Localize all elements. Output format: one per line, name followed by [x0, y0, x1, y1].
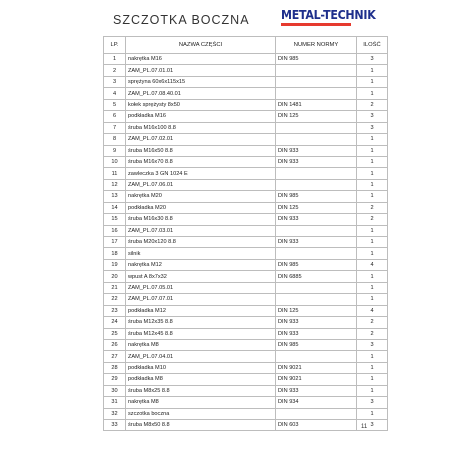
- row-number-cell: 22: [104, 294, 126, 305]
- part-name-cell: śruba M8x50 8.8: [126, 420, 276, 431]
- table-row: [104, 282, 388, 293]
- row-number-cell: 5: [104, 99, 126, 110]
- document-title: SZCZOTKA BOCZNA: [113, 13, 250, 27]
- header-standard-number: NUMER NORMY: [276, 37, 357, 54]
- row-number-cell: 1: [104, 54, 126, 65]
- table-row: [104, 111, 388, 122]
- quantity-cell: 1: [357, 65, 388, 76]
- quantity-cell: 1: [357, 282, 388, 293]
- row-number-cell: 32: [104, 408, 126, 419]
- quantity-cell: 1: [357, 362, 388, 373]
- part-name-cell: sprężyna 60x6x115x15: [126, 76, 276, 87]
- row-number-cell: 17: [104, 237, 126, 248]
- part-name-cell: śruba M12x45 8.8: [126, 328, 276, 339]
- row-number-cell: 7: [104, 122, 126, 133]
- standard-number-cell: DIN 9021: [276, 362, 357, 373]
- row-number-cell: 6: [104, 111, 126, 122]
- standard-number-cell: DIN 933: [276, 145, 357, 156]
- part-name-cell: nakrętka M12: [126, 259, 276, 270]
- part-name-cell: śruba M8x25 8.8: [126, 385, 276, 396]
- quantity-cell: 2: [357, 317, 388, 328]
- part-name-cell: podkładka M8: [126, 374, 276, 385]
- quantity-cell: 1: [357, 168, 388, 179]
- part-name-cell: ZAM_PL.07.03.01: [126, 225, 276, 236]
- table-row: [104, 179, 388, 190]
- part-name-cell: podkładka M10: [126, 362, 276, 373]
- part-name-cell: nakrętka M16: [126, 54, 276, 65]
- row-number-cell: 10: [104, 156, 126, 167]
- standard-number-cell: DIN 1481: [276, 99, 357, 110]
- row-number-cell: 14: [104, 202, 126, 213]
- part-name-cell: ZAM_PL.07.02.01: [126, 134, 276, 145]
- row-number-cell: 16: [104, 225, 126, 236]
- standard-number-cell: [276, 282, 357, 293]
- row-number-cell: 8: [104, 134, 126, 145]
- quantity-cell: 1: [357, 156, 388, 167]
- header-lp: LP.: [104, 37, 126, 54]
- table-row: [104, 408, 388, 419]
- logo-text: METAL-TECHNIK: [281, 8, 376, 22]
- header-part-name: NAZWA CZĘŚCI: [126, 37, 276, 54]
- quantity-cell: 1: [357, 179, 388, 190]
- row-number-cell: 30: [104, 385, 126, 396]
- part-name-cell: śruba M16x100 8.8: [126, 122, 276, 133]
- row-number-cell: 29: [104, 374, 126, 385]
- standard-number-cell: [276, 225, 357, 236]
- quantity-cell: 1: [357, 294, 388, 305]
- part-name-cell: śruba M16x50 8.8: [126, 145, 276, 156]
- table-row: [104, 168, 388, 179]
- standard-number-cell: [276, 88, 357, 99]
- part-name-cell: śruba M16x30 8.8: [126, 214, 276, 225]
- part-name-cell: podkładka M20: [126, 202, 276, 213]
- row-number-cell: 26: [104, 339, 126, 350]
- header-quantity: ILOŚĆ: [357, 37, 388, 54]
- standard-number-cell: [276, 408, 357, 419]
- table-row: [104, 385, 388, 396]
- quantity-cell: 1: [357, 385, 388, 396]
- standard-number-cell: DIN 125: [276, 305, 357, 316]
- page-number: 11: [361, 424, 368, 430]
- quantity-cell: 3: [357, 397, 388, 408]
- table-row: [104, 191, 388, 202]
- standard-number-cell: DIN 125: [276, 202, 357, 213]
- quantity-cell: 1: [357, 88, 388, 99]
- table-row: [104, 397, 388, 408]
- row-number-cell: 3: [104, 76, 126, 87]
- table-row: [104, 122, 388, 133]
- quantity-cell: 2: [357, 202, 388, 213]
- table-row: [104, 156, 388, 167]
- quantity-cell: 1: [357, 271, 388, 282]
- table-header-row: [104, 37, 388, 54]
- part-name-cell: śruba M16x70 8.8: [126, 156, 276, 167]
- standard-number-cell: DIN 9021: [276, 374, 357, 385]
- standard-number-cell: DIN 933: [276, 156, 357, 167]
- standard-number-cell: DIN 933: [276, 214, 357, 225]
- quantity-cell: 1: [357, 248, 388, 259]
- table-row: [104, 374, 388, 385]
- quantity-cell: 3: [357, 111, 388, 122]
- standard-number-cell: [276, 65, 357, 76]
- table-row: [104, 271, 388, 282]
- standard-number-cell: DIN 933: [276, 237, 357, 248]
- standard-number-cell: [276, 248, 357, 259]
- table-row: [104, 225, 388, 236]
- quantity-cell: 1: [357, 191, 388, 202]
- row-number-cell: 21: [104, 282, 126, 293]
- table-row: [104, 305, 388, 316]
- table-row: [104, 145, 388, 156]
- standard-number-cell: [276, 294, 357, 305]
- row-number-cell: 33: [104, 420, 126, 431]
- part-name-cell: nakrętka M8: [126, 339, 276, 350]
- standard-number-cell: DIN 933: [276, 328, 357, 339]
- part-name-cell: ZAM_PL.07.05.01: [126, 282, 276, 293]
- logo-accent-bar: [281, 23, 351, 26]
- quantity-cell: 1: [357, 237, 388, 248]
- row-number-cell: 12: [104, 179, 126, 190]
- part-name-cell: wpust A 8x7x32: [126, 271, 276, 282]
- standard-number-cell: DIN 603: [276, 420, 357, 431]
- row-number-cell: 19: [104, 259, 126, 270]
- table-row: [104, 259, 388, 270]
- standard-number-cell: DIN 985: [276, 54, 357, 65]
- quantity-cell: 3: [357, 420, 388, 431]
- standard-number-cell: DIN 985: [276, 339, 357, 350]
- part-name-cell: kołek sprężysty 8x50: [126, 99, 276, 110]
- standard-number-cell: [276, 122, 357, 133]
- part-name-cell: ZAM_PL.07.07.01: [126, 294, 276, 305]
- part-name-cell: szczotka boczna: [126, 408, 276, 419]
- quantity-cell: 2: [357, 214, 388, 225]
- table-row: [104, 65, 388, 76]
- row-number-cell: 2: [104, 65, 126, 76]
- quantity-cell: 3: [357, 122, 388, 133]
- part-name-cell: ZAM_PL.07.06.01: [126, 179, 276, 190]
- table-row: [104, 134, 388, 145]
- row-number-cell: 23: [104, 305, 126, 316]
- row-number-cell: 18: [104, 248, 126, 259]
- table-row: [104, 362, 388, 373]
- part-name-cell: nakrętka M8: [126, 397, 276, 408]
- row-number-cell: 25: [104, 328, 126, 339]
- part-name-cell: ZAM_PL.07.08.40.01: [126, 88, 276, 99]
- row-number-cell: 9: [104, 145, 126, 156]
- standard-number-cell: DIN 985: [276, 191, 357, 202]
- row-number-cell: 24: [104, 317, 126, 328]
- standard-number-cell: DIN 933: [276, 385, 357, 396]
- standard-number-cell: DIN 6885: [276, 271, 357, 282]
- part-name-cell: podkładka M12: [126, 305, 276, 316]
- row-number-cell: 13: [104, 191, 126, 202]
- quantity-cell: 1: [357, 76, 388, 87]
- standard-number-cell: [276, 134, 357, 145]
- quantity-cell: 3: [357, 54, 388, 65]
- part-name-cell: zawleczka 3 GN 1024 E: [126, 168, 276, 179]
- standard-number-cell: [276, 168, 357, 179]
- standard-number-cell: [276, 351, 357, 362]
- part-name-cell: silnik: [126, 248, 276, 259]
- quantity-cell: 4: [357, 305, 388, 316]
- parts-table: [103, 36, 388, 431]
- table-row: [104, 317, 388, 328]
- part-name-cell: nakrętka M20: [126, 191, 276, 202]
- quantity-cell: 2: [357, 99, 388, 110]
- row-number-cell: 4: [104, 88, 126, 99]
- table-row: [104, 339, 388, 350]
- part-name-cell: podkładka M16: [126, 111, 276, 122]
- standard-number-cell: DIN 933: [276, 317, 357, 328]
- row-number-cell: 28: [104, 362, 126, 373]
- standard-number-cell: DIN 125: [276, 111, 357, 122]
- part-name-cell: śruba M20x120 8.8: [126, 237, 276, 248]
- quantity-cell: 4: [357, 259, 388, 270]
- standard-number-cell: DIN 985: [276, 259, 357, 270]
- standard-number-cell: DIN 934: [276, 397, 357, 408]
- quantity-cell: 1: [357, 134, 388, 145]
- table-row: [104, 248, 388, 259]
- part-name-cell: ZAM_PL.07.04.01: [126, 351, 276, 362]
- quantity-cell: 1: [357, 374, 388, 385]
- quantity-cell: 1: [357, 351, 388, 362]
- table-row: [104, 88, 388, 99]
- row-number-cell: 20: [104, 271, 126, 282]
- standard-number-cell: [276, 179, 357, 190]
- part-name-cell: ZAM_PL.07.01.01: [126, 65, 276, 76]
- row-number-cell: 15: [104, 214, 126, 225]
- quantity-cell: 1: [357, 225, 388, 236]
- table-row: [104, 202, 388, 213]
- row-number-cell: 31: [104, 397, 126, 408]
- table-row: [104, 99, 388, 110]
- standard-number-cell: [276, 76, 357, 87]
- quantity-cell: 1: [357, 145, 388, 156]
- row-number-cell: 27: [104, 351, 126, 362]
- quantity-cell: 2: [357, 328, 388, 339]
- table-row: [104, 214, 388, 225]
- table-body: [104, 54, 388, 431]
- table-row: [104, 294, 388, 305]
- table-row: [104, 76, 388, 87]
- part-name-cell: śruba M12x35 8.8: [126, 317, 276, 328]
- table-row: [104, 237, 388, 248]
- table-row: [104, 328, 388, 339]
- metal-technik-logo: [281, 8, 376, 26]
- quantity-cell: 1: [357, 408, 388, 419]
- table-row: [104, 351, 388, 362]
- row-number-cell: 11: [104, 168, 126, 179]
- quantity-cell: 3: [357, 339, 388, 350]
- table-row: [104, 420, 388, 431]
- table-row: [104, 54, 388, 65]
